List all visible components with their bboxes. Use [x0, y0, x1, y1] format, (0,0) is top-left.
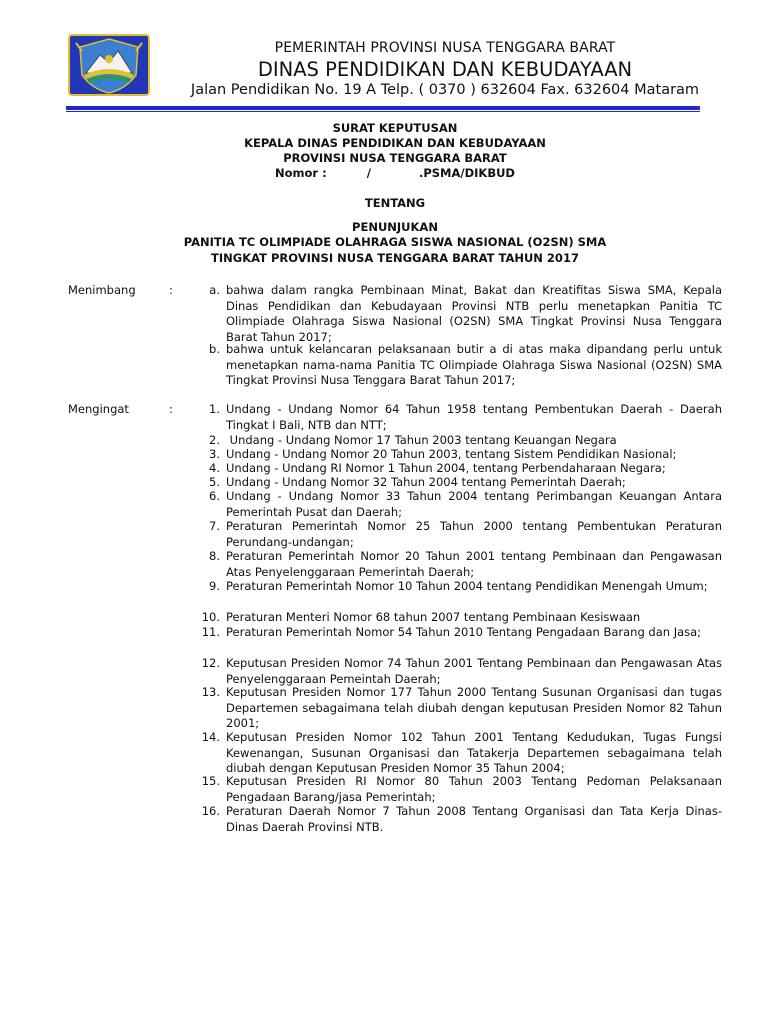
- judul-nomor: Nomor : / .PSMA/DIKBUD: [275, 166, 515, 180]
- list-item: Peraturan Pemerintah Nomor 20 Tahun 2001 tentang Pembinaan dan Pengawasan Atas Penyelenggaraan Pemerintah Daerah;: [226, 549, 722, 579]
- list-item-marker: 9.: [209, 579, 220, 593]
- list-item: Peraturan Pemerintah Nomor 25 Tahun 2000 tentang Pembentukan Peraturan Perundang-undangan;: [226, 519, 722, 549]
- kop-dinas: DINAS PENDIDIKAN DAN KEBUDAYAAN: [257, 58, 633, 81]
- list-item: Peraturan Pemerintah Nomor 54 Tahun 2010 Tentang Pengadaan Barang dan Jasa;: [226, 625, 702, 639]
- list-item-marker: 14.: [201, 730, 220, 744]
- list-item: Keputusan Presiden RI Nomor 80 Tahun 2003 Tentang Pedoman Pelaksanaan Pengadaan Barang/jasa Pemerintah;: [226, 774, 722, 804]
- list-item-marker: 13.: [201, 685, 220, 699]
- list-item: Undang - Undang Nomor 32 Tahun 2004 tentang Pemerintah Daerah;: [226, 475, 626, 489]
- judul-tingkat: TINGKAT PROVINSI NUSA TENGGARA BARAT TAHUN 2017: [211, 251, 579, 265]
- list-item-marker: b.: [209, 342, 220, 356]
- list-item: Undang - Undang RI Nomor 1 Tahun 2004, tentang Perbendaharaan Negara;: [226, 461, 666, 475]
- judul-tentang: TENTANG: [364, 196, 426, 210]
- list-item: bahwa untuk kelancaran pelaksanaan butir a di atas maka dipandang perlu untuk menetapkan nama-nama Panitia TC Olimpiade Olahraga Siswa Nasional (O2SN) SMA Tingkat Provinsi Nusa Tenggara Barat Tahun 2017;: [226, 342, 722, 387]
- list-item: Undang - Undang Nomor 33 Tahun 2004 tentang Perimbangan Keuangan Antara Pemerintah Pusat dan Daerah;: [226, 489, 722, 519]
- list-item: Peraturan Daerah Nomor 7 Tahun 2008 Tentang Organisasi dan Tata Kerja Dinas-Dinas Daerah Provinsi NTB.: [226, 804, 722, 834]
- list-item-marker: a.: [209, 283, 220, 297]
- list-item: Undang - Undang Nomor 20 Tahun 2003, tentang Sistem Pendidikan Nasional;: [226, 447, 677, 461]
- menimbang-label: Menimbang: [68, 283, 136, 297]
- list-item: Keputusan Presiden Nomor 102 Tahun 2001 Tentang Kedudukan, Tugas Fungsi Kewenangan, Susunan Organisasi dan Tatakerja Departemen sebagaimana telah diubah dengan Keputusan Presiden Nomor 35 Tahun 2004;: [226, 730, 722, 775]
- judul-surat: SURAT KEPUTUSAN: [332, 121, 458, 135]
- mengingat-label: Mengingat: [68, 402, 129, 416]
- judul-provinsi: PROVINSI NUSA TENGGARA BARAT: [283, 151, 507, 165]
- list-item: bahwa dalam rangka Pembinaan Minat, Bakat dan Kreatifitas Siswa SMA, Kepala Dinas Pendidikan dan Kebudayaan Provinsi NTB perlu menetapkan Panitia TC Olimpiade Olahraga Siswa Nasional (O2SN) SMA Tingkat Provinsi Nusa Tenggara Barat Tahun 2017;: [226, 283, 722, 344]
- mengingat-colon: :: [169, 402, 173, 416]
- list-item-marker: 6.: [209, 489, 220, 503]
- kop-alamat: Jalan Pendidikan No. 19 A Telp. ( 0370 ) 632604 Fax. 632604 Mataram: [190, 82, 700, 98]
- list-item: Keputusan Presiden Nomor 74 Tahun 2001 Tentang Pembinaan dan Pengawasan Atas Penyelenggaraan Pemeintah Daerah;: [226, 656, 722, 686]
- menimbang-colon: :: [169, 283, 173, 297]
- kop-divider-thin: [66, 111, 700, 112]
- list-item-marker: 11.: [201, 625, 220, 639]
- list-item: Peraturan Menteri Nomor 68 tahun 2007 tentang Pembinaan Kesiswaan: [226, 610, 641, 624]
- judul-kepala: KEPALA DINAS PENDIDIKAN DAN KEBUDAYAAN: [244, 136, 546, 150]
- list-item: Keputusan Presiden Nomor 177 Tahun 2000 Tentang Susunan Organisasi dan tugas Departemen sebagaimana telah diubah dengan keputusan Presiden Nomor 82 Tahun 2001;: [226, 685, 722, 730]
- kop-divider-thick: [66, 106, 700, 110]
- ntb-emblem-logo: [66, 33, 152, 97]
- list-item-marker: 3.: [209, 447, 220, 461]
- kop-pemerintah: PEMERINTAH PROVINSI NUSA TENGGARA BARAT: [274, 40, 616, 56]
- list-item-marker: 8.: [209, 549, 220, 563]
- judul-panitia: PANITIA TC OLIMPIADE OLAHRAGA SISWA NASIONAL (O2SN) SMA: [183, 235, 607, 249]
- list-item-marker: 16.: [201, 804, 220, 818]
- list-item-marker: 12.: [201, 656, 220, 670]
- list-item-marker: 15.: [201, 774, 220, 788]
- list-item-marker: 10.: [201, 610, 220, 624]
- list-item-marker: 7.: [209, 519, 220, 533]
- list-item-marker: 1.: [209, 402, 220, 416]
- list-item: Undang - Undang Nomor 17 Tahun 2003 tentang Keuangan Negara: [226, 433, 617, 447]
- judul-penunjukan: PENUNJUKAN: [352, 220, 438, 234]
- list-item: Peraturan Pemerintah Nomor 10 Tahun 2004 tentang Pendidikan Menengah Umum;: [226, 579, 708, 593]
- list-item-marker: 2.: [209, 433, 220, 447]
- list-item-marker: 5.: [209, 475, 220, 489]
- list-item-marker: 4.: [209, 461, 220, 475]
- list-item: Undang - Undang Nomor 64 Tahun 1958 tentang Pembentukan Daerah - Daerah Tingkat I Bali, NTB dan NTT;: [226, 402, 722, 432]
